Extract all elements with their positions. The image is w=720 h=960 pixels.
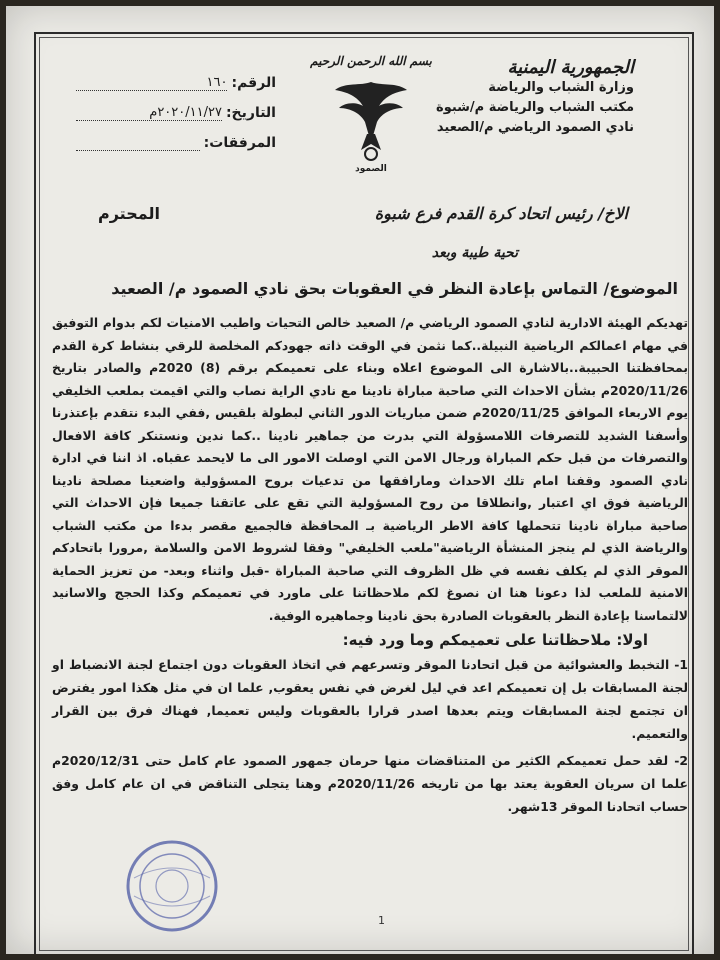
- addressee: الاخ/ رئيس اتحاد كرة القدم فرع شبوة: [374, 204, 628, 223]
- document-page: [6, 6, 714, 954]
- attachments-label: المرفقات:: [203, 135, 276, 151]
- subject-line: الموضوع/ التماس بإعادة النظر في العقوبات بحق نادي الصمود م/ الصعيد: [111, 279, 678, 298]
- number-label: الرقم:: [231, 75, 276, 91]
- point-1: 1- التخبط والعشوائية من قبل اتحادنا الموقر وتسرعهم في اتخاذ العقوبات دون اجتماع لجنة الانضباط او لجنة المسابقات بل إن تعميمكم اعد في ليل لغرض في نفس يعقوب, علما ان في مثل هكذا امور يفترض ان تجتمع لجنة المسابقات ويتم بعدها اصدر قرارا بالعقوبات وليس تعميما, فهناك فرق بين القرار والتعميم.: [52, 657, 688, 741]
- respected-label: المحترم: [98, 204, 160, 223]
- attachments-row: [76, 128, 276, 158]
- club-logo: [306, 54, 436, 174]
- org-line-3: مكتب الشباب والرياضة م/شبوة: [436, 100, 634, 115]
- number-value: ١٦٠: [76, 68, 227, 91]
- logo-caption: الصمود: [355, 164, 387, 174]
- date-value: ٢٠٢٠/١١/٢٧م: [76, 98, 222, 121]
- org-line-1: الجمهورية اليمنية: [507, 57, 634, 78]
- addressee-line: [52, 204, 628, 223]
- official-stamp-icon: [124, 838, 220, 934]
- date-label: التاريخ:: [225, 105, 276, 121]
- greeting: تحية طيبة وبعد: [431, 245, 518, 261]
- organization-header: [434, 58, 634, 138]
- falcon-emblem-icon: [331, 72, 411, 164]
- intro-paragraph: تهديكم الهيئة الادارية لنادي الصمود الرياضي م/ الصعيد خالص التحيات واطيب الامنيات لكم بدوام التوفيق في مهام اعمالكم الرياضية النبيلة..كما نثمن في الوقت ذاته جهودكم المخلصة للرقي بنشاط كرة القدم بمحافظتنا الحبيبة..بالاشارة الى الموضوع اعلاه وبناء على تعميمكم برقم (8) 2020م والصادر بتاريخ 2020/11/26م بشأن الاحداث التي صاحبة مباراة نادينا مع نادي الراية نصاب والتي اقيمت بملعب الخليفي يوم الاربعاء الموافق 2020/11/25م ضمن مباريات الدور الثاني لبطولة بلقيس ,ففي البدء نتقدم بإعتذرنا وأسفنا الشديد للتصرفات اللامسؤولة التي بدرت من جماهير نادينا ..كما ندين ونستنكر كافة الافعال والتصرفات من قبل حكم المباراة ورجال الامن التي اوصلت الامور الى ما لايحمد عقباه. اذ اننا في ادارة نادي الصمود وقفنا امام تلك الاحداث ومارافقها من تدعيات بروح المسؤولية واضعينا مصلحة نادينا الرياضية فوق اي اعتبار ,وانطلاقا من روح المسؤولية التي تقع على عاتقنا جميعا فإن الاحداث التي صاحبة مباراة نادينا تتحملها كافة الاطر الرياضية بـ المحافظة فالجميع مقصر بدءا من مكتب الشباب والرياضة الذي لم ينجز المنشأة الرياضية"ملعب الخليفي" وفقا لشروط الامن والسلامة ,مرورا باتحادكم الموقر الذي لم يكلف نفسه في ظل الظروف التي صاحبة المباراة -قبل واثناء وبعد- من تعزيز الحماية الامنية للملعب لذا دعونا هنا ان نصوغ لكم ملاحظاتنا على ماورد في تعميمكم وكذا الحجج والاسانيد لالتماسنا بإعادة النظر بالعقوبات الصادرة بحق نادينا وجماهيره الوفية.: [52, 315, 689, 623]
- basmala: بسم الله الرحمن الرحيم: [310, 54, 432, 68]
- section-title: اولا: ملاحظاتنا على تعميمكم وما ورد فيه:: [342, 631, 648, 649]
- reference-block: [76, 68, 276, 158]
- date-row: [76, 98, 276, 128]
- point-2: 2- لقد حمل تعميمكم الكثير من المتناقضات منها حرمان جمهور الصمود عام كامل حتى 2020/12/31م علما ان سريان العقوبة يعتد بها من تاريخه 2020/11/26م وهنا يتجلى التناقض في ان عام كامل وفق حساب اتحادنا الموقر 13شهر.: [52, 753, 688, 814]
- org-line-2: وزارة الشباب والرياضة: [488, 80, 634, 95]
- org-line-4: نادي الصمود الرياضي م/الصعيد: [436, 120, 634, 135]
- attachments-value: [76, 128, 200, 151]
- letter-body: [52, 204, 688, 818]
- page-number: 1: [378, 914, 385, 927]
- number-row: [76, 68, 276, 98]
